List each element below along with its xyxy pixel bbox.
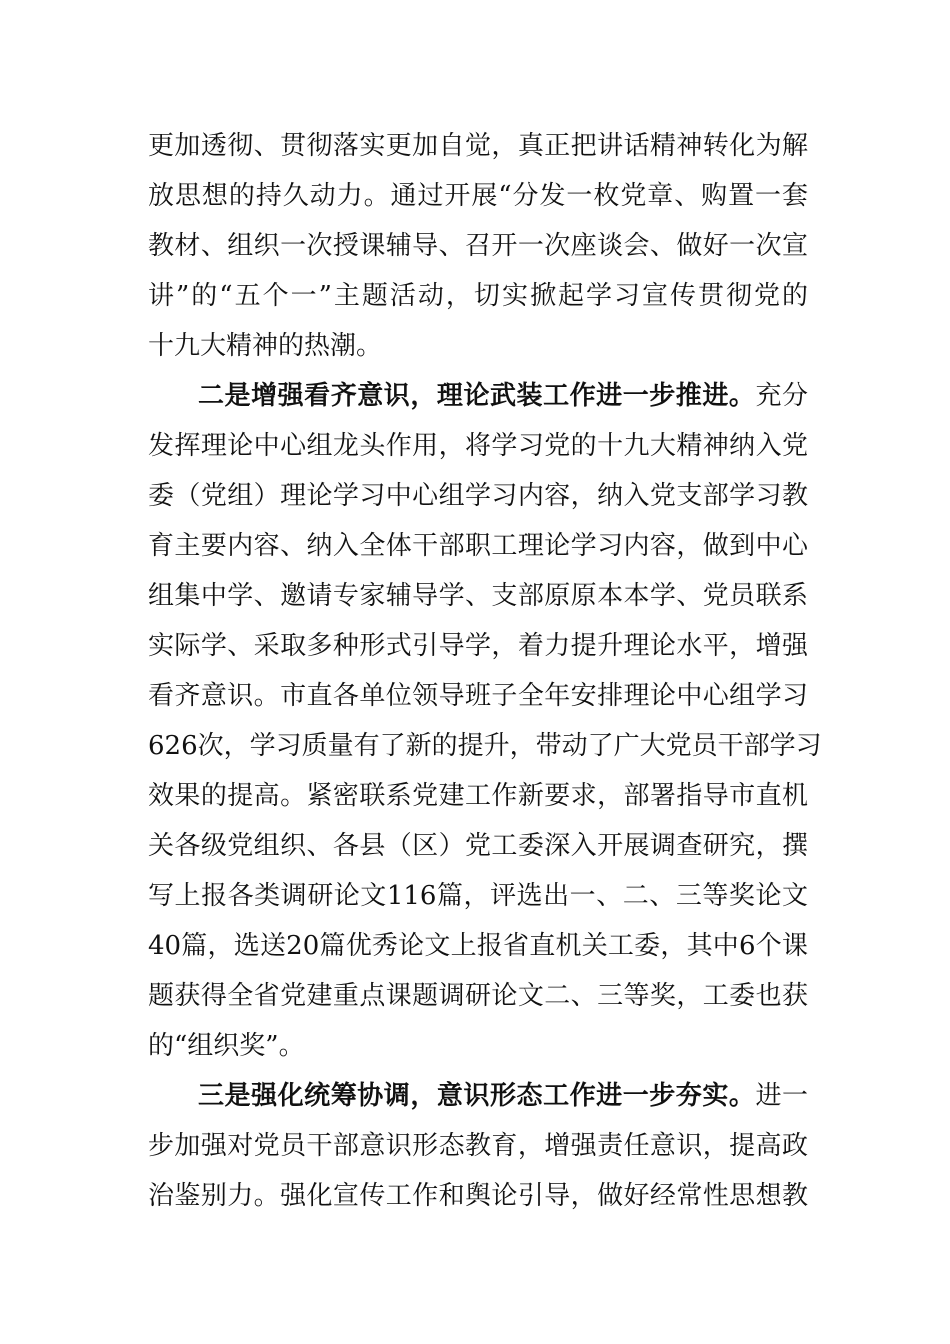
paragraph2-first-line-rest: 充分 (755, 381, 808, 411)
paragraph2-line-2: 发挥理论中心组龙头作用，将学习党的十九大精神纳入党 (148, 431, 808, 461)
paragraph1-line-4: 讲”的“五个一”主题活动，切实掀起学习宣传贯彻党的 (148, 281, 808, 311)
paragraph2-line-12: 40篇，选送20篇优秀论文上报省直机关工委，其中6个课 (148, 931, 808, 961)
paragraph2-line-13: 题获得全省党建重点课题调研论文二、三等奖，工委也获 (148, 981, 808, 1011)
paragraph2-line-5: 组集中学、邀请专家辅导学、支部原原本本学、党员联系 (148, 581, 808, 611)
paragraph3-first-line (198, 1081, 808, 1111)
paragraph3-first-line-rest: 进一 (755, 1081, 808, 1111)
paragraph2-line-10: 关各级党组织、各县（区）党工委深入开展调查研究，撰 (148, 831, 808, 861)
paragraph2-line-4: 育主要内容、纳入全体干部职工理论学习内容，做到中心 (148, 531, 808, 561)
paragraph2-first-line (198, 381, 808, 411)
paragraph2-line-9: 效果的提高。紧密联系党建工作新要求，部署指导市直机 (148, 781, 808, 811)
paragraph2-heading: 二是增强看齐意识，理论武装工作进一步推进。 (198, 381, 756, 411)
paragraph3-line-2: 步加强对党员干部意识形态教育，增强责任意识，提高政 (148, 1131, 808, 1161)
paragraph1-line-5: 十九大精神的热潮。 (148, 331, 383, 361)
paragraph1-line-1: 更加透彻、贯彻落实更加自觉，真正把讲话精神转化为解 (148, 131, 808, 161)
paragraph2-line-7: 看齐意识。市直各单位领导班子全年安排理论中心组学习 (148, 681, 808, 711)
paragraph2-line-14: 的“组织奖”。 (148, 1031, 305, 1061)
paragraph2-line-11: 写上报各类调研论文116篇，评选出一、二、三等奖论文 (148, 881, 808, 911)
paragraph2-line-8: 626次，学习质量有了新的提升，带动了广大党员干部学习 (148, 731, 822, 761)
paragraph2-line-3: 委（党组）理论学习中心组学习内容，纳入党支部学习教 (148, 481, 808, 511)
paragraph3-line-3: 治鉴别力。强化宣传工作和舆论引导，做好经常性思想教 (148, 1181, 808, 1211)
paragraph1-line-3: 教材、组织一次授课辅导、召开一次座谈会、做好一次宣 (148, 231, 808, 261)
paragraph3-heading: 三是强化统筹协调，意识形态工作进一步夯实。 (198, 1081, 756, 1111)
paragraph2-line-6: 实际学、采取多种形式引导学，着力提升理论水平，增强 (148, 631, 808, 661)
paragraph1-line-2: 放思想的持久动力。通过开展“分发一枚党章、购置一套 (148, 181, 808, 211)
